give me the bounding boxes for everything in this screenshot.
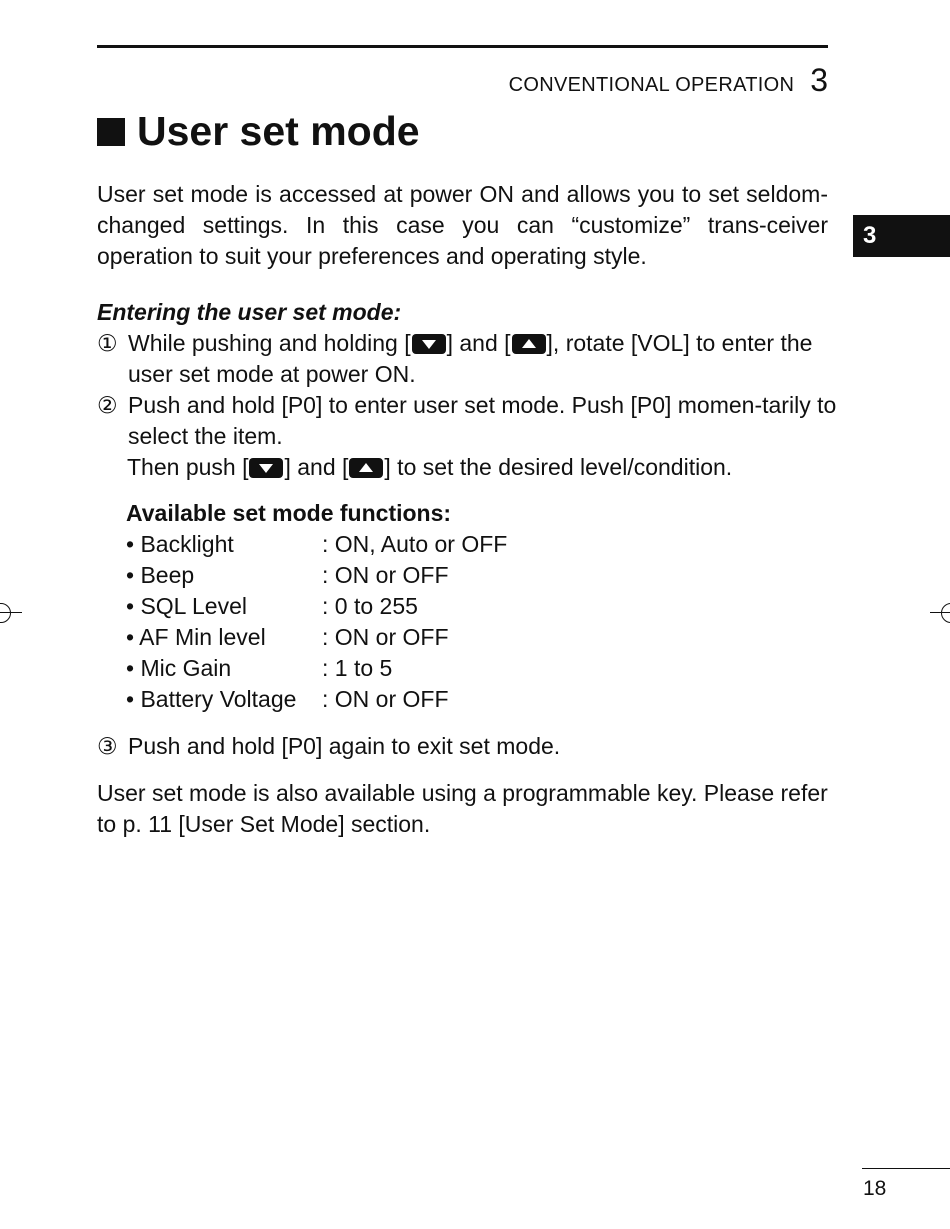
step-1-text-a: While pushing and holding [ [128,330,411,356]
step-3 [97,731,868,762]
function-value: : ON, Auto or OFF [322,531,508,557]
function-value: : ON or OFF [322,562,449,588]
function-name: • AF Min level [126,624,266,650]
step-2-marker: ② [97,392,118,418]
crop-mark-left-icon [0,603,11,623]
crop-mark-right-icon [941,603,950,623]
down-arrow-key-icon [249,458,283,478]
then-text-b: ] and [ [284,454,349,480]
list-item [126,560,507,591]
step-1-marker: ① [97,330,118,356]
intro-paragraph: User set mode is accessed at power ON and allows you to set seldom-changed settings. In this case you can “customize” trans-ceiver operation to suit your preferences and operating style. [97,181,828,269]
list-item [126,591,507,622]
function-name: • Beep [126,562,195,588]
top-rule [97,45,828,48]
square-bullet-icon [97,118,125,146]
entering-section [97,297,837,483]
list-item [126,622,507,653]
down-arrow-key-icon [412,334,446,354]
step-2-then [97,452,837,483]
running-header [509,62,828,99]
page-title-text: User set mode [137,108,420,154]
chapter-tab-number: 3 [863,222,877,249]
list-item [126,653,507,684]
step-2-text: Push and hold [P0] to enter user set mode. Push [P0] momen-tarily to select the item. [128,392,837,449]
step-1 [97,328,837,390]
closing-paragraph: User set mode is also available using a programmable key. Please refer to p. 11 [User Set Mode] section. [97,780,828,837]
section-number: 3 [810,62,828,98]
step-2 [97,390,837,452]
crop-mark-right-line [930,612,950,613]
entering-heading: Entering the user set mode: [97,299,402,325]
functions-heading: Available set mode functions: [126,500,452,526]
footer-rule [862,1168,950,1169]
function-value: : ON or OFF [322,686,449,712]
up-arrow-key-icon [512,334,546,354]
function-name: • Battery Voltage [126,686,297,712]
chapter-tab [853,215,950,257]
section-title: CONVENTIONAL OPERATION [508,74,795,96]
list-item [126,529,507,560]
function-name: • SQL Level [126,593,247,619]
function-value: : ON or OFF [322,624,449,650]
then-text-a: Then push [ [127,454,249,480]
function-name: • Backlight [126,531,234,557]
step-3-text: Push and hold [P0] again to exit set mode. [128,733,561,759]
crop-mark-left-line [0,612,22,613]
function-value: : 0 to 255 [322,593,418,619]
list-item [126,684,507,715]
up-arrow-key-icon [349,458,383,478]
page-title [97,108,420,155]
then-text-c: ] to set the desired level/condition. [384,454,733,480]
functions-list [126,498,507,715]
step-1-text-b: ] and [ [446,330,511,356]
function-name: • Mic Gain [126,655,232,681]
step-3-marker: ③ [97,733,118,759]
page-number: 18 [863,1177,887,1200]
step-1-text-c: ], rotate [VOL] to enter the user set mode at power ON. [128,330,813,387]
function-value: : 1 to 5 [322,655,393,681]
